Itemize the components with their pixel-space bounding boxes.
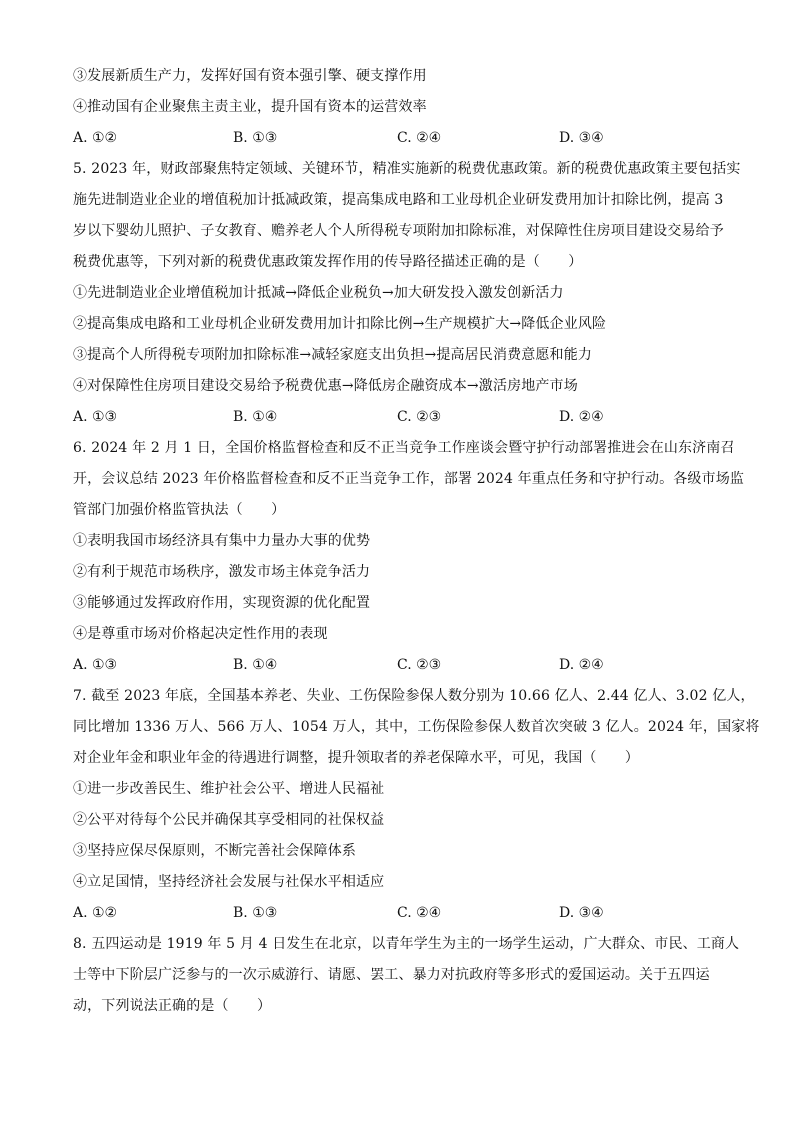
text-line: 岁以下婴幼儿照护、子女教育、赡养老人个人所得税专项附加扣除标准，对保障性住房项目建设交易给予 — [73, 223, 724, 239]
text-line: ④对保障性住房项目建设交易给予税费优惠→降低房企融资成本→激活房地产市场 — [73, 378, 578, 394]
answer-option: B. ①④ — [233, 409, 278, 425]
text-line: 5. 2023 年，财政部聚焦特定领域、关键环节，精准实施新的税费优惠政策。新的税费优惠政策主要包括实 — [73, 161, 741, 177]
text-line: 同比增加 1336 万人、566 万人、1054 万人，其中，工伤保险参保人数首次突破 3 亿人。2024 年，国家将 — [73, 719, 760, 735]
answer-options — [73, 407, 733, 427]
answer-option: A. ①② — [73, 905, 118, 921]
text-line: ②提高集成电路和工业母机企业研发费用加计扣除比例→生产规模扩大→降低企业风险 — [73, 316, 607, 332]
answer-option: A. ①② — [73, 130, 118, 146]
answer-option: A. ①③ — [73, 657, 118, 673]
answer-option: B. ①④ — [233, 657, 278, 673]
answer-option: C. ②④ — [397, 905, 442, 921]
text-line: 8. 五四运动是 1919 年 5 月 4 日发生在北京，以青年学生为主的一场学生运动，广大群众、市民、工商人 — [73, 936, 740, 952]
text-line: ④是尊重市场对价格起决定性作用的表现 — [73, 626, 328, 642]
text-line: ④推动国有企业聚焦主责主业，提升国有资本的运营效率 — [73, 99, 427, 115]
text-line: ④立足国情，坚持经济社会发展与社保水平相适应 — [73, 874, 385, 890]
text-line: 士等中下阶层广泛参与的一次示威游行、请愿、罢工、暴力对抗政府等多形式的爱国运动。关于五四运 — [73, 967, 710, 983]
answer-option: D. ②④ — [559, 657, 604, 673]
text-line: ③能够通过发挥政府作用，实现资源的优化配置 — [73, 595, 371, 611]
text-line: 6. 2024 年 2 月 1 日，全国价格监督检查和反不正当竞争工作座谈会暨守护行动部署推进会在山东济南召 — [73, 440, 735, 456]
answer-options — [73, 128, 733, 148]
text-line: 税费优惠等，下列对新的税费优惠政策发挥作用的传导路径描述正确的是（ ） — [73, 254, 583, 270]
text-line: ②公平对待每个公民并确保其享受相同的社保权益 — [73, 812, 385, 828]
text-line: ①先进制造业企业增值税加计抵减→降低企业税负→加大研发投入激发创新活力 — [73, 285, 564, 301]
text-line: ①进一步改善民生、维护社会公平、增进人民福祉 — [73, 781, 385, 797]
answer-option: D. ③④ — [559, 905, 604, 921]
text-line: 开，会议总结 2023 年价格监督检查和反不正当竞争工作，部署 2024 年重点任务和守护行动。各级市场监 — [73, 471, 745, 487]
text-line: 对企业年金和职业年金的待遇进行调整，提升领取者的养老保障水平，可见，我国（ ） — [73, 750, 639, 766]
answer-option: A. ①③ — [73, 409, 118, 425]
answer-option: C. ②③ — [397, 409, 442, 425]
answer-option: C. ②④ — [397, 130, 442, 146]
text-line: 施先进制造业企业的增值税加计抵减政策，提高集成电路和工业母机企业研发费用加计扣除比例，提高 3 — [73, 192, 724, 208]
text-line: ①表明我国市场经济具有集中力量办大事的优势 — [73, 533, 371, 549]
answer-option: B. ①③ — [233, 905, 278, 921]
text-line: ②有利于规范市场秩序，激发市场主体竞争活力 — [73, 564, 371, 580]
text-line: ③坚持应保尽保原则，不断完善社会保障体系 — [73, 843, 356, 859]
answer-option: C. ②③ — [397, 657, 442, 673]
answer-options — [73, 903, 733, 923]
text-line: 管部门加强价格监管执法（ ） — [73, 502, 286, 518]
text-line: ③发展新质生产力，发挥好国有资本强引擎、硬支撑作用 — [73, 68, 427, 84]
answer-options — [73, 655, 733, 675]
text-line: 动，下列说法正确的是（ ） — [73, 998, 272, 1014]
answer-option: B. ①③ — [233, 130, 278, 146]
text-line: 7. 截至 2023 年底，全国基本养老、失业、工伤保险参保人数分别为 10.66 亿人、2.44 亿人、3.02 亿人， — [73, 688, 755, 704]
answer-option: D. ②④ — [559, 409, 604, 425]
text-line: ③提高个人所得税专项附加扣除标准→减轻家庭支出负担→提高居民消费意愿和能力 — [73, 347, 593, 363]
answer-option: D. ③④ — [559, 130, 604, 146]
